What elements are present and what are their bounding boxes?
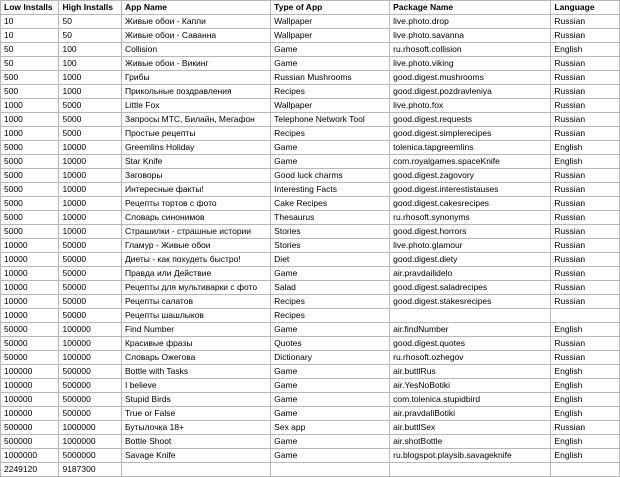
cell-type-of-app: Good luck charms — [271, 169, 390, 183]
cell-high-installs: 10000 — [59, 155, 122, 169]
cell-type-of-app: Recipes — [271, 309, 390, 323]
cell-app-name: Живые обои - Викинг — [121, 57, 270, 71]
cell-high-installs: 1000 — [59, 71, 122, 85]
cell-low-installs: 500000 — [1, 435, 59, 449]
cell-app-name: Star Knife — [121, 155, 270, 169]
cell-language: Russian — [551, 113, 620, 127]
table-row — [1, 169, 620, 183]
cell-package-name: com.royalgames.spaceKnife — [390, 155, 551, 169]
cell-package-name: good.digest.mushrooms — [390, 71, 551, 85]
cell-high-installs: 500000 — [59, 393, 122, 407]
cell-type-of-app: Wallpaper — [271, 29, 390, 43]
cell-type-of-app: Stories — [271, 225, 390, 239]
cell-app-name: Словарь синонимов — [121, 211, 270, 225]
total-language — [551, 463, 620, 477]
cell-language: Russian — [551, 127, 620, 141]
cell-low-installs: 100000 — [1, 365, 59, 379]
table-row — [1, 127, 620, 141]
cell-low-installs: 10 — [1, 29, 59, 43]
table-row — [1, 421, 620, 435]
cell-package-name: live.photo.drop — [390, 15, 551, 29]
cell-app-name: Savage Knife — [121, 449, 270, 463]
cell-package-name: good.digest.saladrecipes — [390, 281, 551, 295]
table-row — [1, 113, 620, 127]
cell-language: Russian — [551, 71, 620, 85]
cell-language: English — [551, 43, 620, 57]
table-row — [1, 197, 620, 211]
cell-language: Russian — [551, 421, 620, 435]
cell-high-installs: 1000000 — [59, 421, 122, 435]
table-row — [1, 43, 620, 57]
cell-app-name: Collision — [121, 43, 270, 57]
cell-low-installs: 50 — [1, 43, 59, 57]
cell-low-installs: 500 — [1, 71, 59, 85]
cell-high-installs: 500000 — [59, 407, 122, 421]
cell-high-installs: 10000 — [59, 211, 122, 225]
table-row — [1, 407, 620, 421]
cell-high-installs: 10000 — [59, 141, 122, 155]
cell-high-installs: 10000 — [59, 197, 122, 211]
table-row — [1, 281, 620, 295]
cell-low-installs: 100000 — [1, 393, 59, 407]
table-row — [1, 295, 620, 309]
cell-app-name: Интересные факты! — [121, 183, 270, 197]
cell-type-of-app: Game — [271, 407, 390, 421]
cell-app-name: Гламур - Живые обои — [121, 239, 270, 253]
cell-low-installs: 5000 — [1, 197, 59, 211]
cell-high-installs: 50000 — [59, 281, 122, 295]
cell-app-name: Диеты - как похудеть быстро! — [121, 253, 270, 267]
cell-type-of-app: Telephone Network Tool — [271, 113, 390, 127]
cell-app-name: Живые обои - Капли — [121, 15, 270, 29]
cell-high-installs: 50 — [59, 15, 122, 29]
cell-type-of-app: Game — [271, 267, 390, 281]
cell-package-name: good.digest.interestistauses — [390, 183, 551, 197]
cell-app-name: Страшилки - страшные истории — [121, 225, 270, 239]
table-row — [1, 379, 620, 393]
cell-type-of-app: Thesaurus — [271, 211, 390, 225]
cell-high-installs: 5000 — [59, 127, 122, 141]
cell-language: English — [551, 379, 620, 393]
total-low-installs: 2249120 — [1, 463, 59, 477]
cell-package-name: air.YesNoBotiki — [390, 379, 551, 393]
cell-type-of-app: Cake Recipes — [271, 197, 390, 211]
cell-app-name: Словарь Ожегова — [121, 351, 270, 365]
cell-high-installs: 1000 — [59, 85, 122, 99]
table-row — [1, 155, 620, 169]
column-header-language: Language — [551, 1, 620, 15]
cell-language: Russian — [551, 197, 620, 211]
cell-package-name: good.digest.diety — [390, 253, 551, 267]
cell-language: Russian — [551, 281, 620, 295]
cell-language: English — [551, 449, 620, 463]
cell-low-installs: 5000 — [1, 225, 59, 239]
cell-language: English — [551, 141, 620, 155]
cell-app-name: Живые обои - Саванна — [121, 29, 270, 43]
cell-type-of-app: Recipes — [271, 295, 390, 309]
cell-type-of-app: Recipes — [271, 127, 390, 141]
cell-language: Russian — [551, 295, 620, 309]
cell-type-of-app: Interesting Facts — [271, 183, 390, 197]
table-row — [1, 337, 620, 351]
cell-package-name: good.digest.pozdravleniya — [390, 85, 551, 99]
cell-type-of-app: Game — [271, 379, 390, 393]
cell-low-installs: 1000 — [1, 127, 59, 141]
cell-low-installs: 10000 — [1, 295, 59, 309]
cell-high-installs: 500000 — [59, 365, 122, 379]
cell-high-installs: 50000 — [59, 239, 122, 253]
cell-type-of-app: Game — [271, 393, 390, 407]
total-type-of-app — [271, 463, 390, 477]
cell-language: Russian — [551, 29, 620, 43]
cell-package-name: good.digest.simplerecipes — [390, 127, 551, 141]
table-row — [1, 253, 620, 267]
cell-language — [551, 309, 620, 323]
cell-high-installs: 100000 — [59, 351, 122, 365]
cell-language: Russian — [551, 267, 620, 281]
cell-language: Russian — [551, 85, 620, 99]
cell-language: English — [551, 365, 620, 379]
cell-high-installs: 10000 — [59, 169, 122, 183]
cell-language: Russian — [551, 337, 620, 351]
table-row — [1, 29, 620, 43]
cell-high-installs: 100 — [59, 43, 122, 57]
cell-package-name: good.digest.cakesrecipes — [390, 197, 551, 211]
column-header-low-installs: Low Installs — [1, 1, 59, 15]
cell-app-name: Little Fox — [121, 99, 270, 113]
cell-language: Russian — [551, 99, 620, 113]
cell-language: Russian — [551, 15, 620, 29]
column-header-package-name: Package Name — [390, 1, 551, 15]
cell-language: Russian — [551, 351, 620, 365]
cell-type-of-app: Salad — [271, 281, 390, 295]
cell-type-of-app: Russian Mushrooms — [271, 71, 390, 85]
table-row — [1, 449, 620, 463]
cell-app-name: True or False — [121, 407, 270, 421]
cell-app-name: Рецепты салатов — [121, 295, 270, 309]
cell-low-installs: 10000 — [1, 267, 59, 281]
cell-type-of-app: Game — [271, 141, 390, 155]
cell-high-installs: 100000 — [59, 323, 122, 337]
total-high-installs: 9187300 — [59, 463, 122, 477]
cell-low-installs: 5000 — [1, 141, 59, 155]
cell-high-installs: 5000000 — [59, 449, 122, 463]
table-row — [1, 393, 620, 407]
cell-low-installs: 10000 — [1, 239, 59, 253]
cell-package-name: good.digest.quotes — [390, 337, 551, 351]
cell-package-name: ru.rhosoft.ozhegov — [390, 351, 551, 365]
cell-type-of-app: Game — [271, 449, 390, 463]
table-row — [1, 225, 620, 239]
cell-low-installs: 50000 — [1, 323, 59, 337]
cell-package-name: ru.rhosoft.synonyms — [390, 211, 551, 225]
cell-low-installs: 100000 — [1, 379, 59, 393]
table-row — [1, 211, 620, 225]
cell-type-of-app: Game — [271, 57, 390, 71]
cell-language: English — [551, 407, 620, 421]
cell-app-name: Запросы МТС, Билайн, Мегафон — [121, 113, 270, 127]
total-package-name — [390, 463, 551, 477]
table-row — [1, 85, 620, 99]
cell-package-name: air.buttlSex — [390, 421, 551, 435]
cell-low-installs: 5000 — [1, 183, 59, 197]
cell-language: English — [551, 393, 620, 407]
cell-low-installs: 10000 — [1, 309, 59, 323]
cell-app-name: Рецепты для мультиварки с фото — [121, 281, 270, 295]
cell-high-installs: 50 — [59, 29, 122, 43]
cell-type-of-app: Diet — [271, 253, 390, 267]
column-header-app-name: App Name — [121, 1, 270, 15]
cell-package-name: air.shotBottle — [390, 435, 551, 449]
cell-package-name: ru.blogspot.playsib.savageknife — [390, 449, 551, 463]
cell-type-of-app: Recipes — [271, 85, 390, 99]
cell-app-name: Простые рецепты — [121, 127, 270, 141]
cell-type-of-app: Dictionary — [271, 351, 390, 365]
table-total-row — [1, 463, 620, 477]
cell-language: English — [551, 155, 620, 169]
cell-low-installs: 10 — [1, 15, 59, 29]
table-row — [1, 57, 620, 71]
table-row — [1, 239, 620, 253]
cell-app-name: Stupid Birds — [121, 393, 270, 407]
cell-package-name: tolenica.tapgreemlins — [390, 141, 551, 155]
cell-package-name: com.tolenica.stupidbird — [390, 393, 551, 407]
table-row — [1, 99, 620, 113]
table-row — [1, 141, 620, 155]
table-row — [1, 351, 620, 365]
cell-high-installs: 100000 — [59, 337, 122, 351]
cell-package-name: live.photo.viking — [390, 57, 551, 71]
cell-language: Russian — [551, 211, 620, 225]
cell-app-name: Bottle Shoot — [121, 435, 270, 449]
cell-high-installs: 500000 — [59, 379, 122, 393]
cell-type-of-app: Sex app — [271, 421, 390, 435]
cell-type-of-app: Game — [271, 365, 390, 379]
table-row — [1, 323, 620, 337]
cell-language: English — [551, 323, 620, 337]
cell-high-installs: 50000 — [59, 267, 122, 281]
cell-type-of-app: Wallpaper — [271, 15, 390, 29]
cell-low-installs: 1000 — [1, 99, 59, 113]
cell-high-installs: 50000 — [59, 295, 122, 309]
cell-language: Russian — [551, 183, 620, 197]
table-row — [1, 309, 620, 323]
cell-low-installs: 5000 — [1, 169, 59, 183]
cell-package-name: air.buttlRus — [390, 365, 551, 379]
cell-type-of-app: Game — [271, 435, 390, 449]
cell-package-name: air.findNumber — [390, 323, 551, 337]
cell-low-installs: 50000 — [1, 337, 59, 351]
cell-package-name: good.digest.requests — [390, 113, 551, 127]
cell-app-name: Bottle with Tasks — [121, 365, 270, 379]
cell-high-installs: 5000 — [59, 113, 122, 127]
cell-language: Russian — [551, 169, 620, 183]
column-header-high-installs: High Installs — [59, 1, 122, 15]
table-row — [1, 267, 620, 281]
cell-low-installs: 50000 — [1, 351, 59, 365]
cell-app-name: Рецепты тортов с фото — [121, 197, 270, 211]
cell-package-name: ru.rhosoft.collision — [390, 43, 551, 57]
cell-type-of-app: Quotes — [271, 337, 390, 351]
cell-type-of-app: Stories — [271, 239, 390, 253]
cell-package-name: good.digest.zagovory — [390, 169, 551, 183]
table-row — [1, 183, 620, 197]
cell-app-name: Правда или Действие — [121, 267, 270, 281]
cell-package-name: air.pravdaliBotiki — [390, 407, 551, 421]
cell-high-installs: 100 — [59, 57, 122, 71]
table-body — [1, 15, 620, 477]
cell-app-name: Заговоры — [121, 169, 270, 183]
cell-high-installs: 50000 — [59, 253, 122, 267]
cell-type-of-app: Wallpaper — [271, 99, 390, 113]
cell-language: Russian — [551, 57, 620, 71]
cell-low-installs: 100000 — [1, 407, 59, 421]
cell-low-installs: 500 — [1, 85, 59, 99]
cell-language: Russian — [551, 225, 620, 239]
cell-package-name: live.photo.fox — [390, 99, 551, 113]
table-row — [1, 71, 620, 85]
cell-app-name: I believe — [121, 379, 270, 393]
cell-low-installs: 5000 — [1, 155, 59, 169]
cell-type-of-app: Game — [271, 323, 390, 337]
cell-package-name: live.photo.savanna — [390, 29, 551, 43]
cell-language: Russian — [551, 239, 620, 253]
cell-type-of-app: Game — [271, 155, 390, 169]
cell-high-installs: 1000000 — [59, 435, 122, 449]
cell-app-name: Рецепты шашлыков — [121, 309, 270, 323]
cell-app-name: Прикольные поздравления — [121, 85, 270, 99]
cell-package-name: live.photo.glamour — [390, 239, 551, 253]
cell-type-of-app: Game — [271, 43, 390, 57]
cell-low-installs: 50 — [1, 57, 59, 71]
table-row — [1, 365, 620, 379]
cell-package-name: good.digest.horrors — [390, 225, 551, 239]
cell-package-name — [390, 309, 551, 323]
cell-app-name: Бутылочка 18+ — [121, 421, 270, 435]
cell-high-installs: 50000 — [59, 309, 122, 323]
cell-language: English — [551, 435, 620, 449]
column-header-type-of-app: Type of App — [271, 1, 390, 15]
table-header-row — [1, 1, 620, 15]
cell-low-installs: 10000 — [1, 253, 59, 267]
cell-high-installs: 5000 — [59, 99, 122, 113]
cell-low-installs: 1000 — [1, 113, 59, 127]
cell-app-name: Красивые фразы — [121, 337, 270, 351]
cell-app-name: Грибы — [121, 71, 270, 85]
cell-app-name: Find Number — [121, 323, 270, 337]
cell-app-name: Greemlins Holiday — [121, 141, 270, 155]
cell-package-name: good.digest.stakesrecipes — [390, 295, 551, 309]
cell-low-installs: 1000000 — [1, 449, 59, 463]
cell-language: Russian — [551, 253, 620, 267]
cell-low-installs: 5000 — [1, 211, 59, 225]
cell-high-installs: 10000 — [59, 183, 122, 197]
table-row — [1, 15, 620, 29]
table-row — [1, 435, 620, 449]
table-header — [1, 1, 620, 15]
cell-low-installs: 10000 — [1, 281, 59, 295]
cell-high-installs: 10000 — [59, 225, 122, 239]
cell-package-name: air.pravdailidelo — [390, 267, 551, 281]
cell-low-installs: 500000 — [1, 421, 59, 435]
total-app-name — [121, 463, 270, 477]
